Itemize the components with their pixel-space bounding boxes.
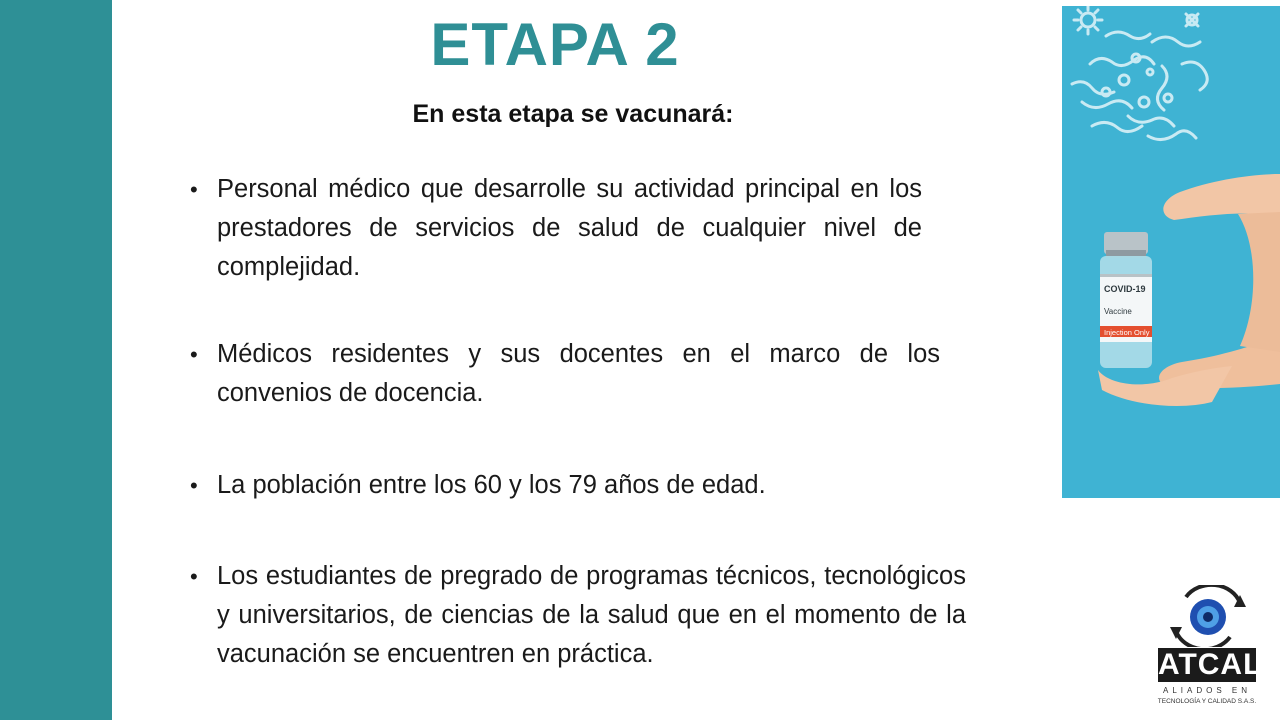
- logo-wordmark: ATCAL: [1158, 648, 1263, 681]
- list-item: [190, 170, 922, 287]
- eye-logo-icon: [1150, 585, 1262, 647]
- vial-label-line1: Vaccine: [1104, 307, 1132, 316]
- list-item: [190, 335, 940, 413]
- vial-label-line2: Injection Only: [1104, 328, 1150, 337]
- vaccine-photo: [1062, 6, 1280, 498]
- list-item-text: Personal médico que desarrolle su actividad principal en los prestadores de servicios de salud de cualquier nivel de complejidad.: [217, 175, 922, 281]
- list-item-text: Los estudiantes de pregrado de programas técnicos, tecnológicos y universitarios, de ciencias de la salud que en el momento de la vacunación se encuentren en práctica.: [217, 562, 966, 668]
- logo-tagline-secondary: TECNOLOGÍA Y CALIDAD S.A.S.: [1157, 698, 1257, 705]
- company-logo: [1150, 585, 1262, 710]
- bullet-icon: •: [190, 564, 198, 589]
- list-item-text: La población entre los 60 y los 79 años de edad.: [217, 471, 766, 499]
- bullet-icon: •: [190, 342, 198, 367]
- subtitle: En esta etapa se vacunará:: [412, 100, 734, 128]
- page-title: ETAPA 2: [430, 11, 680, 78]
- list-item: [190, 466, 950, 505]
- list-item: [190, 557, 966, 674]
- bullet-icon: •: [190, 473, 198, 498]
- logo-tagline: ALIADOS EN: [1162, 686, 1251, 695]
- vial-label-title: COVID-19: [1104, 284, 1146, 294]
- list-item-text: Médicos residentes y sus docentes en el marco de los convenios de docencia.: [217, 340, 940, 407]
- left-teal-bar: [0, 0, 112, 720]
- bullet-icon: •: [190, 177, 198, 202]
